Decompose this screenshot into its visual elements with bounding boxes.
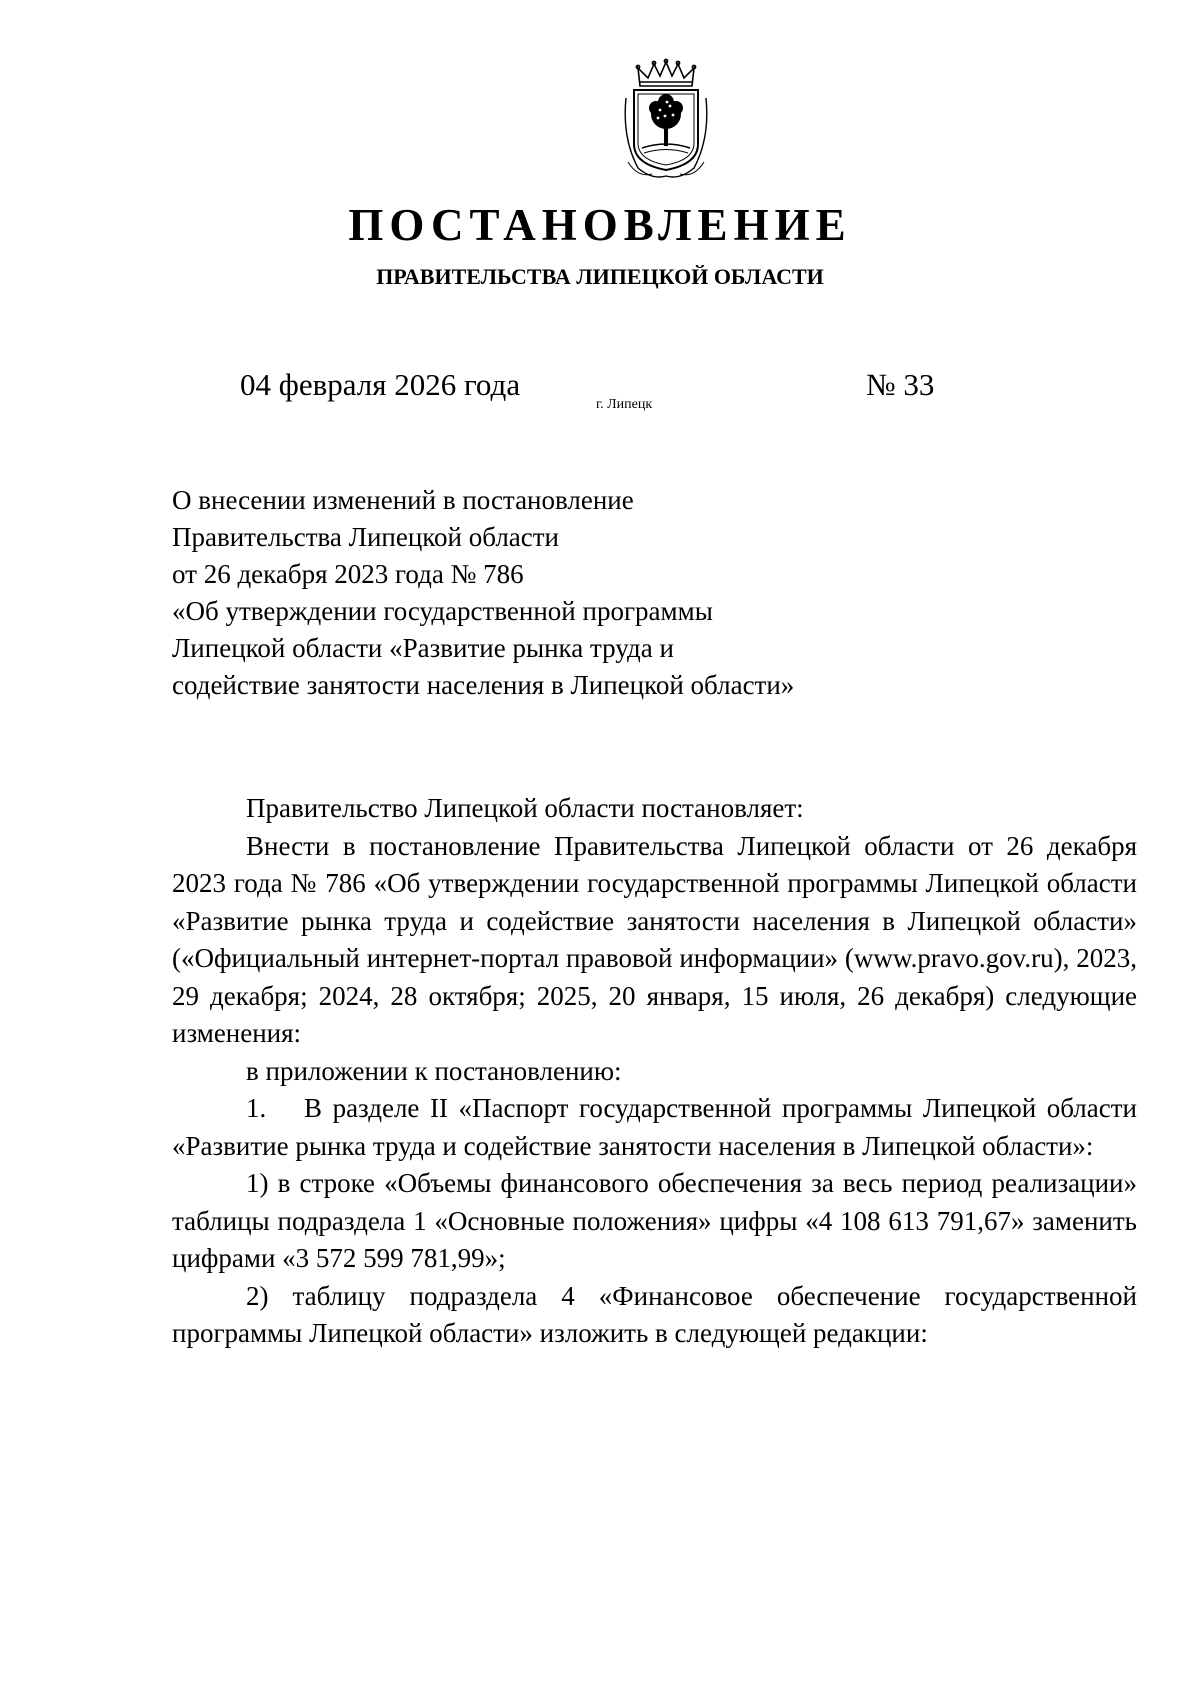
body-paragraph: 1) в строке «Объемы финансового обеспечения за весь период реализации» таблицы подраздела 1 «Основные положения» цифры «4 108 613 791,67» заменить цифрами «3 572 599 781,99»;	[172, 1168, 1137, 1273]
title-line: Липецкой области «Развитие рынка труда и	[172, 633, 674, 663]
document-date: 04 февраля 2026 года	[240, 367, 521, 402]
title-line: О внесении изменений в постановление	[172, 485, 634, 515]
document-body	[172, 790, 1137, 1353]
document-title	[172, 482, 892, 704]
title-line: «Об утверждении государственной программы	[172, 596, 713, 626]
body-paragraph-item-1	[172, 1090, 1137, 1165]
title-line: от 26 декабря 2023 года № 786	[172, 559, 524, 589]
body-paragraph: Правительство Липецкой области постановляет:	[246, 793, 804, 823]
item-number: 1.	[246, 1093, 267, 1123]
issuing-authority: ПРАВИТЕЛЬСТВА ЛИПЕЦКОЙ ОБЛАСТИ	[376, 264, 824, 289]
coat-of-arms-icon	[618, 58, 714, 182]
title-line: содействие занятости населения в Липецкой области»	[172, 670, 795, 700]
body-paragraph: Внести в постановление Правительства Липецкой области от 26 декабря 2023 года № 786 «Об утверждении государственной программы Липецкой области «Развитие рынка труда и содействие занятости населения в Липецкой области» («Официальный интернет-портал правовой информации» (www.pravo.gov.ru), 2023, 29 декабря; 2024, 28 октября; 2025, 20 января, 15 июля, 26 декабря) следующие изменения:	[172, 830, 1137, 1048]
body-paragraph: в приложении к постановлению:	[246, 1055, 622, 1086]
item-text: В разделе II «Паспорт государственной программы Липецкой области «Развитие рынка труда и содействие занятости населения в Липецкой области»:	[172, 1093, 1137, 1161]
body-paragraph: 2) таблицу подраздела 4 «Финансовое обеспечение государственной программы Липецкой области» изложить в следующей редакции:	[172, 1280, 1137, 1348]
document-city: г. Липецк	[596, 397, 653, 412]
document-type: ПОСТАНОВЛЕНИЕ	[348, 200, 852, 250]
title-line: Правительства Липецкой области	[172, 522, 560, 552]
document-number: № 33	[866, 367, 935, 402]
